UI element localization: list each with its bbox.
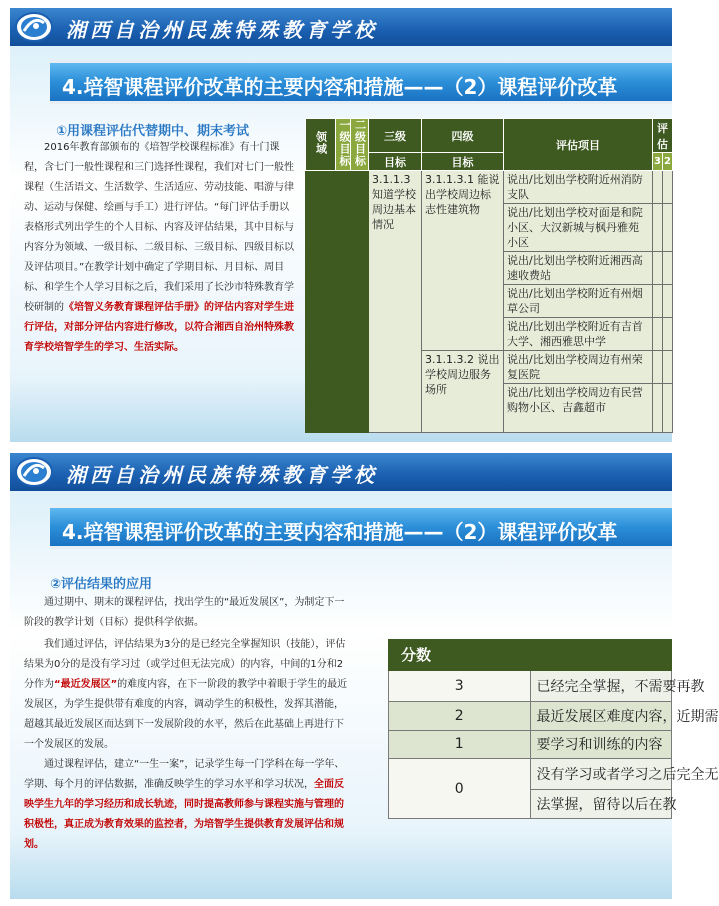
score-cell bbox=[663, 318, 673, 351]
header-level1: 一级目标 bbox=[336, 119, 351, 171]
school-logo-icon bbox=[14, 456, 54, 488]
school-header-bar bbox=[10, 453, 672, 491]
section-heading: ①用课程评估代替期中、期末考试 bbox=[56, 124, 250, 139]
score-cell bbox=[663, 204, 673, 252]
item-cell: 说出/比划出学校周边有州荣复医院 bbox=[504, 351, 653, 384]
level1-cell bbox=[336, 171, 351, 433]
item-cell: 说出/比划出学校附近湘西高速收费站 bbox=[504, 252, 653, 285]
score-cell bbox=[653, 318, 663, 351]
header-domain: 领域 bbox=[306, 119, 336, 171]
score-cell bbox=[653, 285, 663, 318]
score-desc: 法掌握，留待以后在教 bbox=[530, 790, 672, 819]
score-cell bbox=[663, 351, 673, 384]
score-cell bbox=[663, 285, 673, 318]
body-paragraph: 2016年教育部颁布的《培智学校课程标准》有十门课程，含七门一般性课程和三门选择性课程，我们对七门一般性课程（生活语文、生活数学、生活适应、劳动技能、唱游与律动、运动与保健、绘画与手工）进行评估。“每门评估手册以表格形式列出学生的个人目标、内容及评估结果，其中目标与内容分为领域、一级目标、二级目标、三级目标、四级目标以及评估项目。”在教学计划中确定了学期目标、月目标、周目标、和学生个人学习目标之后，我们采用了长沙市特殊教育学校研制的《培智义务教育课程评估手册》的评估内容对学生进行评估，对部分评估内容进行修改，以符合湘西自治州特殊教育学校培智学生的学习、生活实际。 bbox=[24, 142, 294, 353]
item-cell: 说出/比划出学校对面是和院小区、大汉新城与枫丹雅苑小区 bbox=[504, 204, 653, 252]
header-level4-sub: 目标 bbox=[422, 153, 504, 171]
score-header: 分数 bbox=[389, 640, 672, 671]
score-cell bbox=[663, 384, 673, 433]
slide-2 bbox=[10, 453, 719, 899]
item-cell: 说出/比划出学校附近州消防支队 bbox=[504, 171, 653, 204]
paragraph-3: 通过课程评估，建立“一生一案”，记录学生每一门学科在每一学年、学期、每个月的评估数据，准确反映学生的学习水平和学习状况，全面反映学生九年的学习经历和成长轨迹，同时提高教师参与课程实施与管理的积极性，真正成为教育效果的监控者，为培智学生提供教育发展评估和规划。 bbox=[24, 759, 345, 850]
header-score-3: 3 bbox=[653, 153, 663, 171]
paragraph-2: 我们通过评估，评估结果为3分的是已经完全掌握知识（技能），评估结果为0分的是没有学习过（或学过但无法完成）的内容，中间的1分和2分作为“最近发展区”的难度内容，在下一阶段的教学中着眼于学生的最近发展区，为学生提供带有难度的内容，调动学生的积极性，发挥其潜能，超越其最近发展区而达到下一发展阶段的水平，然后在此基础上再进行下一个发展区的发展。 bbox=[24, 639, 348, 750]
paragraph-1: 通过期中、期末的课程评估，找出学生的“最近发展区”，为制定下一阶段的教学计划（目标）提供科学依据。 bbox=[24, 597, 345, 628]
header-level2: 二级目标 bbox=[351, 119, 369, 171]
score-value: 0 bbox=[389, 759, 531, 819]
school-name: 湘西自治州民族特殊教育学校 bbox=[66, 463, 378, 487]
score-value: 2 bbox=[389, 701, 531, 730]
score-desc: 要学习和训练的内容 bbox=[530, 730, 672, 759]
item-cell: 说出/比划出学校周边有民营购物小区、吉鑫超市 bbox=[504, 384, 653, 433]
score-cell bbox=[663, 171, 673, 204]
slide-title: 4.培智课程评价改革的主要内容和措施——（2）课程评价改革 bbox=[50, 60, 672, 104]
score-cell bbox=[653, 252, 663, 285]
score-cell bbox=[653, 171, 663, 204]
level2-cell bbox=[351, 171, 369, 433]
assessment-table bbox=[305, 118, 673, 433]
header-eval: 评估 bbox=[653, 119, 673, 153]
school-header-bar bbox=[10, 8, 672, 46]
header-item: 评估项目 bbox=[504, 119, 653, 171]
score-cell bbox=[663, 252, 673, 285]
score-cell bbox=[653, 351, 663, 384]
item-cell: 说出/比划出学校附近有吉首大学、湘西雅思中学 bbox=[504, 318, 653, 351]
level4-cell-b: 3.1.1.3.2 说出学校周边服务场所 bbox=[422, 351, 504, 433]
slide-1 bbox=[10, 8, 672, 442]
domain-cell bbox=[306, 171, 336, 433]
score-cell bbox=[653, 204, 663, 252]
score-value: 3 bbox=[389, 670, 531, 701]
score-table bbox=[388, 639, 719, 819]
score-desc: 已经完全掌握，不需要再教 bbox=[530, 670, 672, 701]
header-score-2: 2 bbox=[663, 153, 673, 171]
school-logo-icon bbox=[14, 11, 54, 43]
score-value: 1 bbox=[389, 730, 531, 759]
section-heading: ②评估结果的应用 bbox=[50, 577, 153, 592]
header-level3: 三级 bbox=[369, 119, 422, 153]
score-desc: 没有学习或者学习之后完全无 bbox=[530, 759, 672, 790]
score-desc: 最近发展区难度内容，近期需 bbox=[530, 701, 672, 730]
item-cell: 说出/比划出学校附近有州烟草公司 bbox=[504, 285, 653, 318]
slide-title: 4.培智课程评价改革的主要内容和措施——（2）课程评价改革 bbox=[50, 505, 672, 549]
level4-cell-a: 3.1.1.3.1 能说出学校周边标志性建筑物 bbox=[422, 171, 504, 351]
school-name: 湘西自治州民族特殊教育学校 bbox=[66, 18, 378, 42]
header-level3-sub: 目标 bbox=[369, 153, 422, 171]
header-level4: 四级 bbox=[422, 119, 504, 153]
level3-cell: 3.1.1.3 知道学校周边基本情况 bbox=[369, 171, 422, 433]
score-cell bbox=[653, 384, 663, 433]
